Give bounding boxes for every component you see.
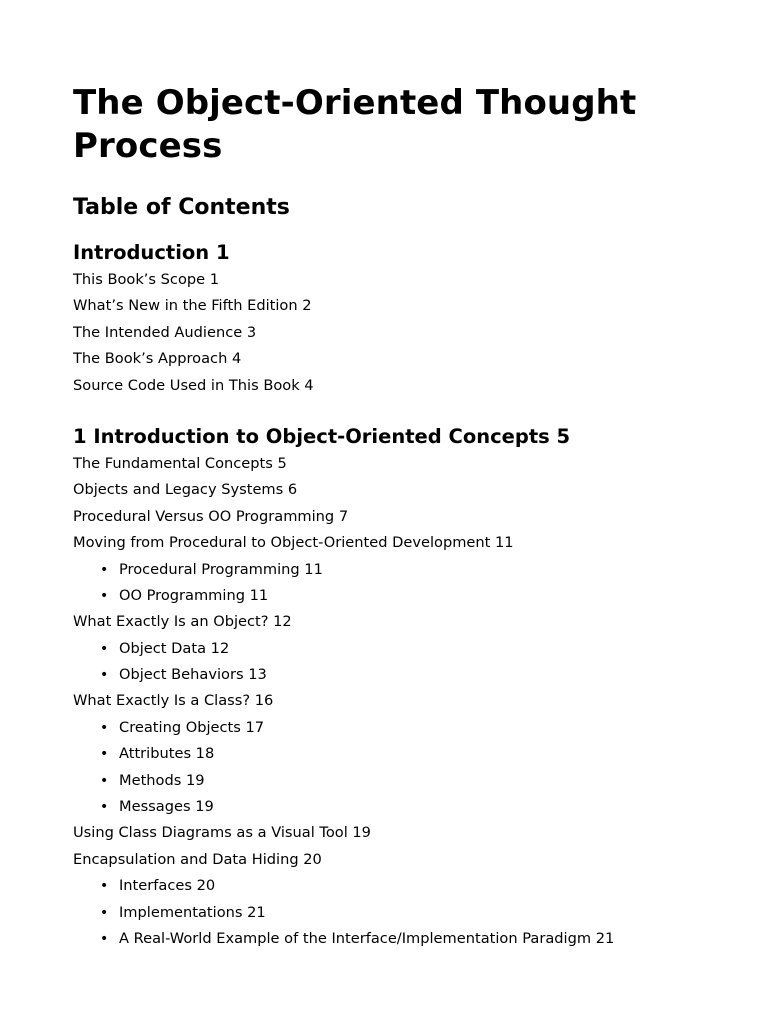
toc-subentry-text: OO Programming 11 [119, 586, 269, 604]
toc-heading: Table of Contents [73, 195, 290, 220]
bullet-icon: • [100, 640, 109, 657]
toc-subentry [73, 662, 733, 688]
toc-entry: What Exactly Is a Class? 16 [73, 692, 274, 710]
toc-subentry [73, 583, 733, 609]
toc-entry: Objects and Legacy Systems 6 [73, 481, 298, 499]
toc-entry: What Exactly Is an Object? 12 [73, 613, 292, 631]
toc-subentry-text: Procedural Programming 11 [119, 560, 323, 578]
bullet-icon: • [100, 746, 109, 763]
toc-subentry [73, 900, 733, 926]
document-page [73, 82, 733, 952]
bullet-icon: • [100, 772, 109, 789]
toc-subentry [73, 557, 733, 583]
toc-subentry [73, 715, 733, 741]
toc-subentry [73, 636, 733, 662]
toc-entry: Procedural Versus OO Programming 7 [73, 507, 349, 525]
toc-subentry [73, 794, 733, 820]
toc-entry: This Book’s Scope 1 [73, 271, 220, 288]
toc-entry: The Intended Audience 3 [73, 323, 257, 341]
toc-subentry-text: Interfaces 20 [119, 877, 216, 895]
toc-subentry-text: Object Behaviors 13 [119, 666, 267, 684]
toc-subentry-text: Methods 19 [119, 771, 205, 789]
toc-section-introduction [73, 240, 733, 399]
bullet-icon: • [100, 930, 109, 947]
bullet-icon: • [100, 878, 109, 895]
toc-subentry [73, 926, 733, 952]
toc-entry-list [73, 451, 733, 952]
bullet-icon: • [100, 904, 109, 921]
bullet-icon: • [100, 667, 109, 684]
toc-subentry-text: Attributes 18 [119, 745, 215, 763]
toc-subentry-text: A Real-World Example of the Interface/Implementation Paradigm 21 [119, 929, 615, 947]
toc-entry: Encapsulation and Data Hiding 20 [73, 850, 322, 868]
toc-subentry-text: Object Data 12 [119, 639, 230, 657]
toc-subentry-text: Messages 19 [119, 798, 214, 816]
bullet-icon: • [100, 561, 109, 578]
toc-entry: Source Code Used in This Book 4 [73, 376, 314, 394]
toc-entry: The Fundamental Concepts 5 [73, 454, 287, 472]
toc-entry-list [73, 267, 733, 399]
toc-subentry-text: Creating Objects 17 [119, 718, 265, 736]
book-title: The Object-Oriented Thought Process [73, 83, 637, 166]
toc-entry: Moving from Procedural to Object-Oriented Development 11 [73, 534, 514, 552]
bullet-icon: • [100, 719, 109, 736]
toc-subentry-text: Implementations 21 [119, 903, 266, 921]
section-title: Introduction 1 [73, 241, 230, 264]
toc-entry: What’s New in the Fifth Edition 2 [73, 297, 312, 315]
toc-entry: Using Class Diagrams as a Visual Tool 19 [73, 824, 371, 842]
toc-subentry [73, 873, 733, 899]
toc-subentry [73, 768, 733, 794]
bullet-icon: • [100, 799, 109, 816]
toc-section-chapter-1 [73, 424, 733, 952]
toc-entry: The Book’s Approach 4 [73, 350, 242, 368]
toc-subentry [73, 741, 733, 767]
bullet-icon: • [100, 587, 109, 604]
section-title: 1 Introduction to Object-Oriented Concepts 5 [73, 424, 571, 448]
